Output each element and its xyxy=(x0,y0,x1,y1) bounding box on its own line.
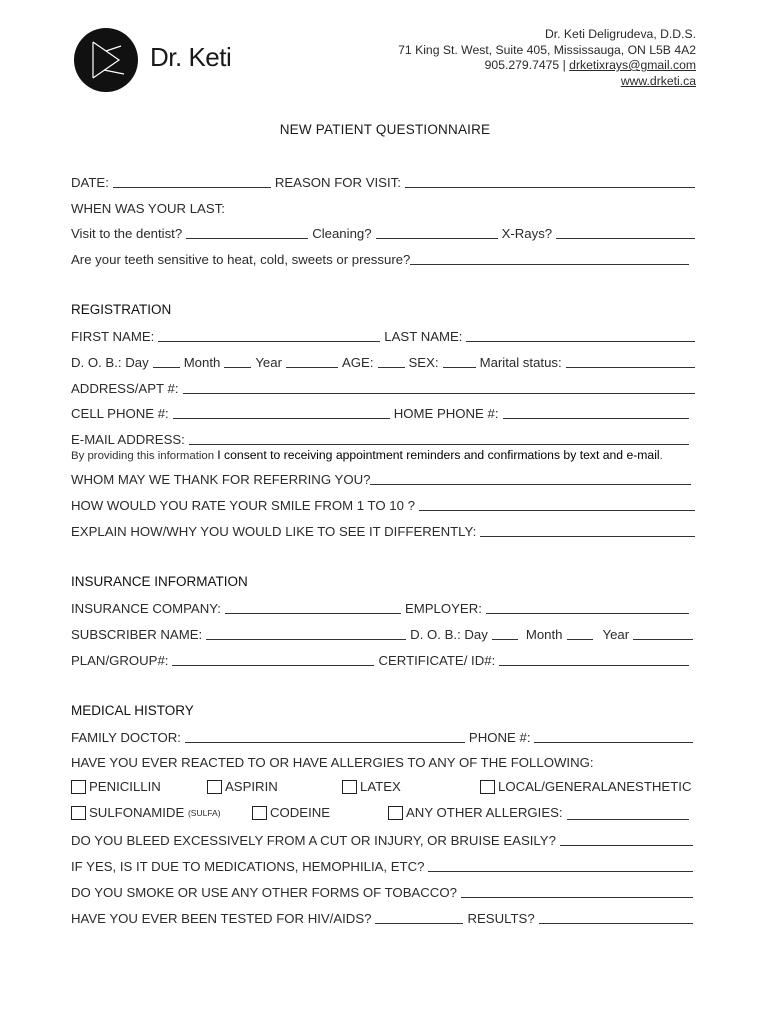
rate-smile-field[interactable] xyxy=(419,497,695,511)
family-doctor-row xyxy=(71,727,693,745)
address-field[interactable] xyxy=(183,380,696,394)
insurance-company-field[interactable] xyxy=(225,600,401,614)
when-last-row xyxy=(71,198,695,216)
dob-year-label: Year xyxy=(255,355,282,370)
local-anesthetic-option[interactable] xyxy=(480,779,691,794)
penicillin-label: PENICILLIN xyxy=(89,779,161,794)
sensitive-label: Are your teeth sensitive to heat, cold, sweets or pressure? xyxy=(71,252,411,267)
dob-month-label: Month xyxy=(183,355,221,370)
age-field[interactable] xyxy=(378,354,405,368)
date-reason-row xyxy=(71,172,695,190)
dr-keti-logo-icon xyxy=(74,28,138,92)
other-allergies-checkbox[interactable] xyxy=(388,806,403,820)
sensitive-row xyxy=(71,249,689,267)
smoke-field[interactable] xyxy=(461,884,693,898)
address-label: ADDRESS/APT #: xyxy=(71,381,179,396)
office-phone: 905.279.7475 xyxy=(484,58,560,72)
sub-dob-year-field[interactable] xyxy=(633,626,693,640)
sub-dob-month-label: Month xyxy=(525,627,563,642)
latex-label: LATEX xyxy=(360,779,401,794)
address-row xyxy=(71,378,695,396)
first-name-field[interactable] xyxy=(158,328,380,342)
latex-checkbox[interactable] xyxy=(342,780,357,794)
email-field[interactable] xyxy=(189,431,689,445)
logo-text: Dr. Keti xyxy=(150,42,232,72)
office-address: 71 King St. West, Suite 405, Mississauga, ON L5B 4A2 xyxy=(398,42,696,57)
rate-smile-row xyxy=(71,495,695,513)
cleaning-field[interactable] xyxy=(376,225,498,239)
sulfa-label: (SULFA) xyxy=(187,807,221,818)
visit-label: Visit to the dentist? xyxy=(71,226,183,241)
explain-label: EXPLAIN HOW/WHY YOU WOULD LIKE TO SEE IT DIFFERENTLY: xyxy=(71,524,477,539)
last-name-label: LAST NAME: xyxy=(384,329,463,344)
home-phone-label: HOME PHONE #: xyxy=(393,406,499,421)
age-label: AGE: xyxy=(342,355,374,370)
contact-block xyxy=(398,27,696,89)
bleed-row xyxy=(71,830,693,848)
results-field[interactable] xyxy=(539,910,693,924)
dob-year-field[interactable] xyxy=(286,354,338,368)
if-yes-label: IF YES, IS IT DUE TO MEDICATIONS, HEMOPHILIA, ETC? xyxy=(71,859,425,874)
insurance-company-row xyxy=(71,598,689,616)
explain-field[interactable] xyxy=(480,523,695,537)
smoke-label: DO YOU SMOKE OR USE ANY OTHER FORMS OF TOBACCO? xyxy=(71,885,457,900)
sub-dob-month-field[interactable] xyxy=(567,626,593,640)
hiv-row xyxy=(71,908,693,926)
penicillin-option[interactable] xyxy=(71,779,161,794)
registration-heading: REGISTRATION xyxy=(71,302,172,317)
sulfonamide-option[interactable] xyxy=(71,805,221,820)
sub-dob-day-label: D. O. B.: Day xyxy=(410,627,488,642)
sulfonamide-checkbox[interactable] xyxy=(71,806,86,820)
plan-field[interactable] xyxy=(172,652,374,666)
referral-label: WHOM MAY WE THANK FOR REFERRING YOU? xyxy=(71,472,371,487)
latex-option[interactable] xyxy=(342,779,401,794)
doctor-phone-field[interactable] xyxy=(534,729,693,743)
aspirin-label: ASPIRIN xyxy=(225,779,278,794)
hiv-label: HAVE YOU EVER BEEN TESTED FOR HIV/AIDS? xyxy=(71,911,372,926)
local-anesthetic-checkbox[interactable] xyxy=(480,780,495,794)
codeine-option[interactable] xyxy=(252,805,330,820)
email-label: E-MAIL ADDRESS: xyxy=(71,432,185,447)
phone-row xyxy=(71,403,689,421)
visit-field[interactable] xyxy=(186,225,308,239)
cleaning-label: Cleaning? xyxy=(312,226,372,241)
allergy-options-row-2 xyxy=(71,805,689,823)
dob-month-field[interactable] xyxy=(224,354,251,368)
consent-suffix: . xyxy=(659,450,663,462)
subscriber-field[interactable] xyxy=(206,626,406,640)
employer-label: EMPLOYER: xyxy=(404,601,482,616)
allergies-question: HAVE YOU EVER REACTED TO OR HAVE ALLERGIES TO ANY OF THE FOLLOWING: xyxy=(71,755,594,770)
home-phone-field[interactable] xyxy=(503,405,689,419)
marital-field[interactable] xyxy=(566,354,695,368)
family-doctor-label: FAMILY DOCTOR: xyxy=(71,730,181,745)
plan-row xyxy=(71,650,689,668)
xrays-field[interactable] xyxy=(556,225,695,239)
sex-label: SEX: xyxy=(408,355,439,370)
date-label: DATE: xyxy=(71,175,109,190)
allergies-question-row xyxy=(71,752,695,770)
smoke-row xyxy=(71,882,693,900)
sensitive-field[interactable] xyxy=(410,251,689,265)
dob-day-label: D. O. B.: Day xyxy=(71,355,149,370)
medical-heading: MEDICAL HISTORY xyxy=(71,703,194,718)
email-link[interactable]: drketixrays@gmail.com xyxy=(569,58,696,72)
local-anesthetic-label: LOCAL/GENERALANESTHETIC xyxy=(498,779,692,794)
consent-text: I consent to receiving appointment reminders and confirmations by text and e-mail xyxy=(217,448,660,462)
other-allergies-label: ANY OTHER ALLERGIES: xyxy=(406,805,563,820)
cell-phone-field[interactable] xyxy=(173,405,390,419)
if-yes-field[interactable] xyxy=(428,858,693,872)
sub-dob-year-label: Year xyxy=(602,627,630,642)
employer-field[interactable] xyxy=(486,600,689,614)
dob-row xyxy=(71,352,695,370)
doctor-name: Dr. Keti Deligrudeva, D.D.S. xyxy=(544,27,696,41)
explain-row xyxy=(71,521,695,539)
if-yes-row xyxy=(71,856,693,874)
results-label: RESULTS? xyxy=(467,911,535,926)
certificate-field[interactable] xyxy=(499,652,689,666)
hiv-field[interactable] xyxy=(375,910,463,924)
plan-label: PLAN/GROUP#: xyxy=(71,653,169,668)
marital-label: Marital status: xyxy=(479,355,562,370)
sulfonamide-label: SULFONAMIDE xyxy=(89,805,185,820)
name-row xyxy=(71,326,695,344)
certificate-label: CERTIFICATE/ ID#: xyxy=(378,653,496,668)
family-doctor-field[interactable] xyxy=(185,729,465,743)
website-link[interactable]: www.drketi.ca xyxy=(620,73,696,88)
cell-phone-label: CELL PHONE #: xyxy=(71,406,169,421)
insurance-company-label: INSURANCE COMPANY: xyxy=(71,601,221,616)
reason-field[interactable] xyxy=(405,174,695,188)
codeine-label: CODEINE xyxy=(270,805,331,820)
first-name-label: FIRST NAME: xyxy=(71,329,155,344)
last-name-field[interactable] xyxy=(466,328,695,342)
insurance-heading: INSURANCE INFORMATION xyxy=(71,574,248,589)
consent-prefix: By providing this information xyxy=(71,450,215,462)
subscriber-label: SUBSCRIBER NAME: xyxy=(71,627,203,642)
contact-line xyxy=(398,58,696,74)
subscriber-row xyxy=(71,624,693,642)
reason-label: REASON FOR VISIT: xyxy=(274,175,401,190)
last-visit-row xyxy=(71,223,695,241)
other-allergies-option xyxy=(388,805,689,820)
allergy-options-row-1 xyxy=(71,779,695,797)
codeine-checkbox[interactable] xyxy=(252,806,267,820)
email-row xyxy=(71,429,689,447)
xrays-label: X-Rays? xyxy=(501,226,553,241)
referral-row xyxy=(71,469,691,487)
penicillin-checkbox[interactable] xyxy=(71,780,86,794)
other-allergies-field[interactable] xyxy=(567,806,689,820)
date-field[interactable] xyxy=(113,174,271,188)
rate-smile-label: HOW WOULD YOU RATE YOUR SMILE FROM 1 TO 10 ? xyxy=(71,498,415,513)
aspirin-option[interactable] xyxy=(207,779,278,794)
when-last-label: WHEN WAS YOUR LAST: xyxy=(71,201,225,216)
consent-note xyxy=(71,448,663,462)
bleed-label: DO YOU BLEED EXCESSIVELY FROM A CUT OR INJURY, OR BRUISE EASILY? xyxy=(71,833,556,848)
bleed-field[interactable] xyxy=(560,832,693,846)
sex-field[interactable] xyxy=(443,354,476,368)
referral-field[interactable] xyxy=(370,471,691,485)
aspirin-checkbox[interactable] xyxy=(207,780,222,794)
doctor-phone-label: PHONE #: xyxy=(468,730,531,745)
sub-dob-day-field[interactable] xyxy=(492,626,518,640)
separator: | xyxy=(562,58,566,72)
page-title: NEW PATIENT QUESTIONNAIRE xyxy=(279,122,491,137)
dob-day-field[interactable] xyxy=(153,354,180,368)
